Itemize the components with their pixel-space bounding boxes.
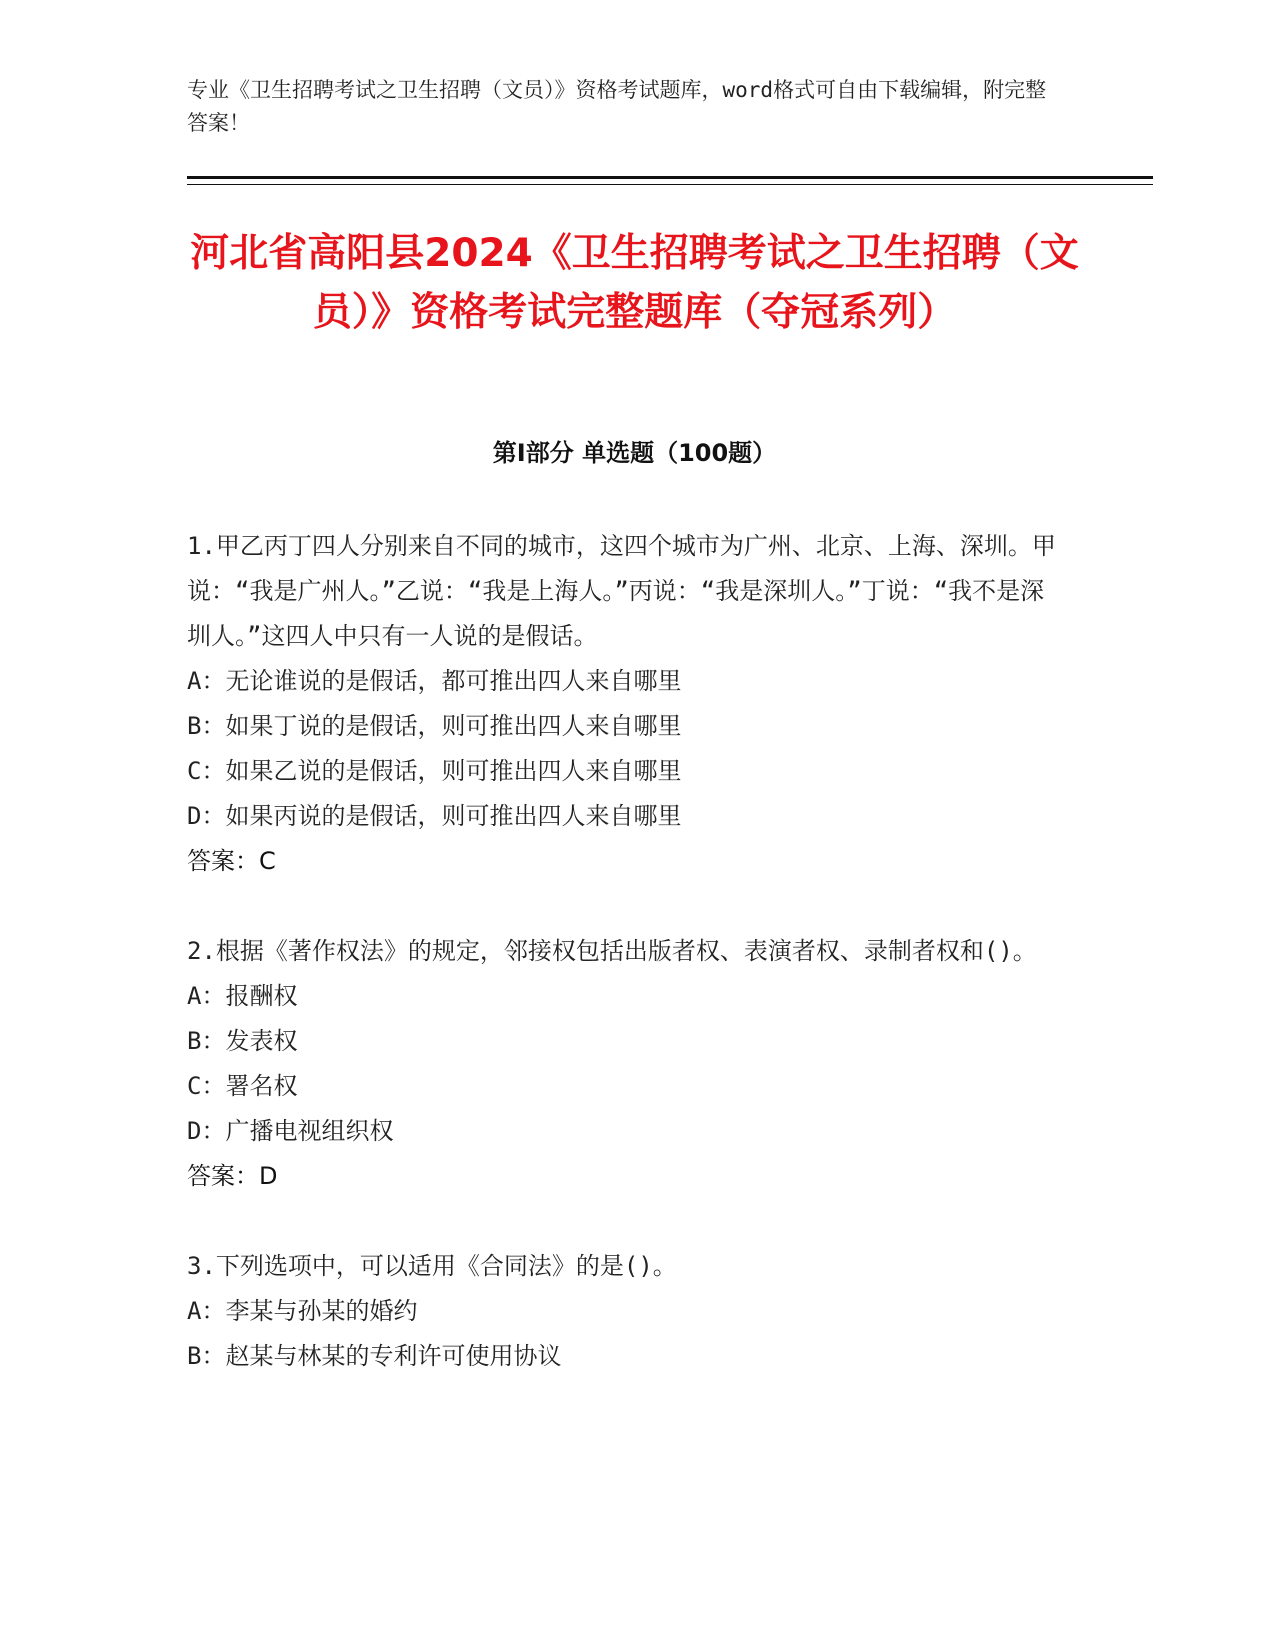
option-b: B：如果丁说的是假话，则可推出四人来自哪里 (187, 712, 682, 740)
section-title: 第I部分 单选题（100题） (492, 439, 777, 467)
answer: 答案：D (187, 1162, 278, 1190)
question-stem: 2.根据《著作权法》的规定，邻接权包括出版者权、表演者权、录制者权和()。 (187, 937, 1037, 965)
question-3 (187, 1244, 1067, 1379)
option-c: C：署名权 (187, 1072, 298, 1100)
option-b: B：发表权 (187, 1027, 298, 1055)
document-title: 河北省高阳县2024《卫生招聘考试之卫生招聘（文员）》资格考试完整题库（夺冠系列） (190, 231, 1079, 335)
answer: 答案：C (187, 847, 276, 875)
option-b: B：赵某与林某的专利许可使用协议 (187, 1342, 562, 1370)
question-list (187, 524, 1067, 1424)
header-rule-thick (187, 176, 1153, 179)
question-stem: 1.甲乙丙丁四人分别来自不同的城市，这四个城市为广州、北京、上海、深圳。甲说：“我是广州人。”乙说：“我是上海人。”丙说：“我是深圳人。”丁说：“我不是深圳人。”这四人中只有一人说的是假话。 (187, 532, 1056, 650)
option-a: A：无论谁说的是假话，都可推出四人来自哪里 (187, 667, 682, 695)
option-d: D：广播电视组织权 (187, 1117, 394, 1145)
option-c: C：如果乙说的是假话，则可推出四人来自哪里 (187, 757, 682, 785)
option-a: A：报酬权 (187, 982, 298, 1010)
question-2 (187, 929, 1067, 1199)
question-1 (187, 524, 1067, 884)
option-a: A：李某与孙某的婚约 (187, 1297, 418, 1325)
header-note: 专业《卫生招聘考试之卫生招聘（文员）》资格考试题库，word格式可自由下载编辑，附完整答案！ (187, 78, 1047, 135)
question-stem: 3.下列选项中，可以适用《合同法》的是()。 (187, 1252, 677, 1280)
option-d: D：如果丙说的是假话，则可推出四人来自哪里 (187, 802, 682, 830)
header-rule-thin (187, 184, 1153, 185)
